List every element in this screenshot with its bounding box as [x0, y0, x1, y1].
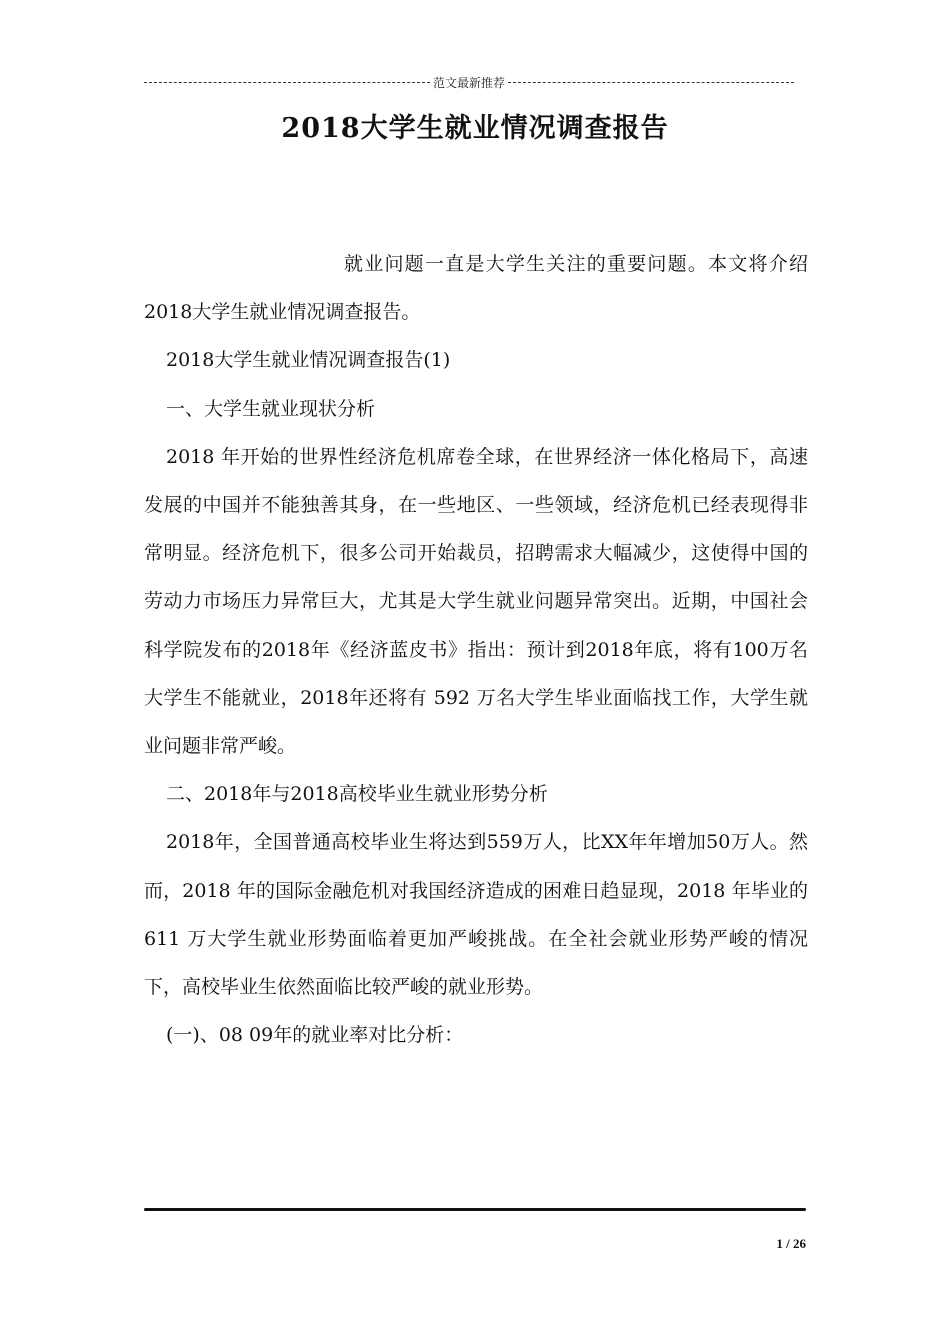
intro-paragraph: 就业问题一直是大学生关注的重要问题。本文将介绍2018大学生就业情况调查报告。	[144, 253, 808, 324]
footer-rule	[144, 1208, 806, 1211]
body-paragraph-2: 2018年，全国普通高校毕业生将达到559万人，比XX年年增加50万人。然而，2018 年的国际金融危机对我国经济造成的困难日趋显现，2018 年毕业的 611 万大学生就业形势面临着更加严峻挑战。在全社会就业形势严峻的情况下，高校毕业生依然面临比较严峻的就业形势。	[144, 831, 808, 999]
header-dash-right	[508, 82, 794, 83]
section-heading-1: 一、大学生就业现状分析	[166, 397, 376, 420]
header-label: 范文最新推荐	[433, 76, 506, 90]
header-dash-left	[144, 82, 430, 83]
document-body	[144, 240, 808, 1059]
page-header	[144, 74, 794, 91]
body-paragraph-1: 2018 年开始的世界性经济危机席卷全球，在世界经济一体化格局下，高速发展的中国并不能独善其身，在一些地区、一些领域，经济危机已经表现得非常明显。经济危机下，很多公司开始裁员，招聘需求大幅减少，这使得中国的劳动力市场压力异常巨大，尤其是大学生就业问题异常突出。近期，中国社会科学院发布的2018年《经济蓝皮书》指出：预计到2018年底，将有100万名大学生不能就业，2018年还将有 592 万名大学生毕业面临找工作，大学生就业问题非常严峻。	[144, 445, 808, 758]
section-heading-2: 二、2018年与2018高校毕业生就业形势分析	[166, 783, 548, 806]
report-subtitle: 2018大学生就业情况调查报告(1)	[166, 349, 451, 372]
document-title: 2018大学生就业情况调查报告	[281, 113, 669, 144]
subsection-heading-1: (一)、08 09年的就业率对比分析：	[166, 1024, 464, 1047]
page-number: 1 / 26	[776, 1236, 806, 1251]
